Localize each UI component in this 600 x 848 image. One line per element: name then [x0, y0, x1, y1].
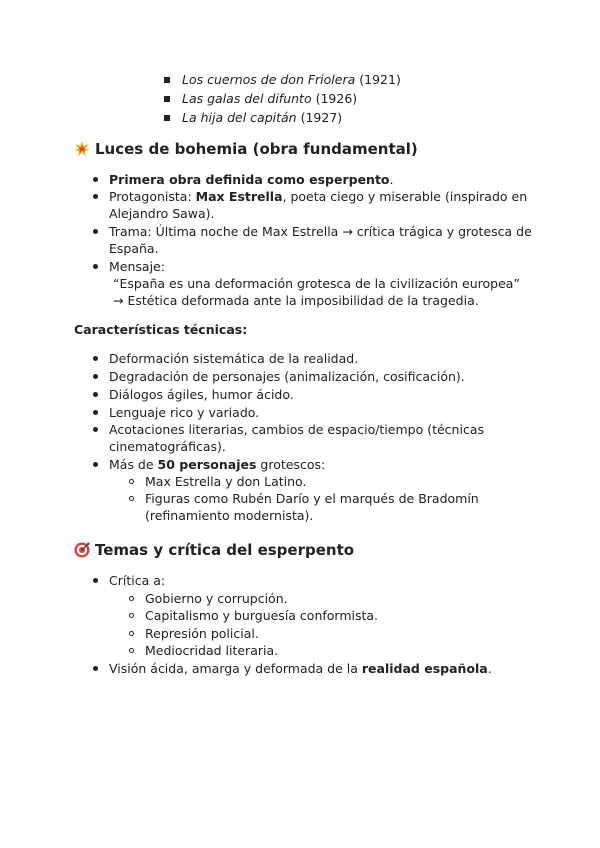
bullet [93, 194, 98, 199]
section-heading-temas [74, 540, 354, 563]
list-item-continuation: → Estética deformada ante la imposibilidad de la tragedia. [113, 293, 479, 308]
work-item [182, 71, 401, 88]
bullet [93, 229, 98, 234]
square-bullet [164, 115, 170, 121]
bullet [93, 462, 98, 467]
bullet [93, 578, 98, 583]
sub-list-item: Figuras como Rubén Darío y el marqués de Bradomín [145, 491, 479, 506]
list-item [109, 456, 325, 473]
sub-bullet [129, 613, 134, 618]
text-after: . [487, 661, 492, 676]
list-item: Degradación de personajes (animalización, cosificación). [109, 369, 465, 384]
work-item [182, 90, 357, 107]
text-pre: Protagonista: [109, 189, 196, 204]
bold-text: realidad española [361, 661, 488, 676]
bold-text: 50 personajes [157, 457, 257, 472]
sub-list-item: Represión policial. [145, 626, 259, 641]
collision-icon [74, 141, 90, 162]
work-item [182, 109, 342, 126]
work-year: (1927) [300, 110, 343, 125]
list-item [109, 660, 492, 677]
list-item: Acotaciones literarias, cambios de espacio/tiempo (técnicas [109, 422, 484, 437]
bold-text: Primera obra definida como esperpento [109, 172, 390, 187]
sub-list-item-continuation: (refinamiento modernista). [145, 508, 314, 523]
section-heading-text: Luces de bohemia (obra fundamental) [95, 140, 418, 158]
subheading-caracteristicas: Características técnicas: [74, 322, 248, 337]
text-after: , poeta ciego y miserable (inspirado en [282, 189, 528, 204]
list-item-continuation: cinematográficas). [109, 439, 226, 454]
sub-bullet [129, 596, 134, 601]
square-bullet [164, 96, 170, 102]
bullet [93, 410, 98, 415]
work-title: Las galas del difunto [182, 91, 312, 106]
work-title: Los cuernos de don Friolera [182, 72, 356, 87]
sub-bullet [129, 631, 134, 636]
list-item [109, 171, 394, 188]
sub-list-item: Mediocridad literaria. [145, 643, 279, 658]
bold-text: Max Estrella [195, 189, 283, 204]
work-year: (1926) [315, 91, 358, 106]
target-icon [74, 542, 90, 563]
sub-bullet [129, 479, 134, 484]
section-heading-text: Temas y crítica del esperpento [95, 541, 355, 559]
quote-line: “España es una deformación grotesca de la civilización europea” [113, 276, 520, 291]
square-bullet [164, 77, 170, 83]
text-pre: Visión ácida, amarga y deformada de la [109, 661, 362, 676]
bullet [93, 392, 98, 397]
bullet [93, 427, 98, 432]
list-item: Diálogos ágiles, humor ácido. [109, 387, 294, 402]
list-item: Mensaje: [109, 259, 165, 274]
bullet [93, 177, 98, 182]
text-pre: Más de [109, 457, 158, 472]
list-item [109, 188, 527, 205]
bullet [93, 264, 98, 269]
work-title: La hija del capitán [182, 110, 297, 125]
list-item: Deformación sistemática de la realidad. [109, 351, 359, 366]
bullet [93, 666, 98, 671]
list-item-continuation: Alejandro Sawa). [109, 206, 215, 221]
list-item-continuation: España. [109, 241, 159, 256]
sub-list-item: Capitalismo y burguesía conformista. [145, 608, 379, 623]
bullet [93, 374, 98, 379]
sub-list-item: Gobierno y corrupción. [145, 591, 288, 606]
section-heading-luces [74, 139, 418, 162]
list-item: Crítica a: [109, 573, 166, 588]
text-after: grotescos: [256, 457, 326, 472]
sub-bullet [129, 496, 134, 501]
work-year: (1921) [359, 72, 401, 87]
list-item: Trama: Última noche de Max Estrella → crítica trágica y grotesca de [109, 224, 532, 239]
sub-list-item: Max Estrella y don Latino. [145, 474, 307, 489]
bullet [93, 356, 98, 361]
list-item: Lenguaje rico y variado. [109, 405, 260, 420]
sub-bullet [129, 648, 134, 653]
text-after: . [389, 172, 394, 187]
